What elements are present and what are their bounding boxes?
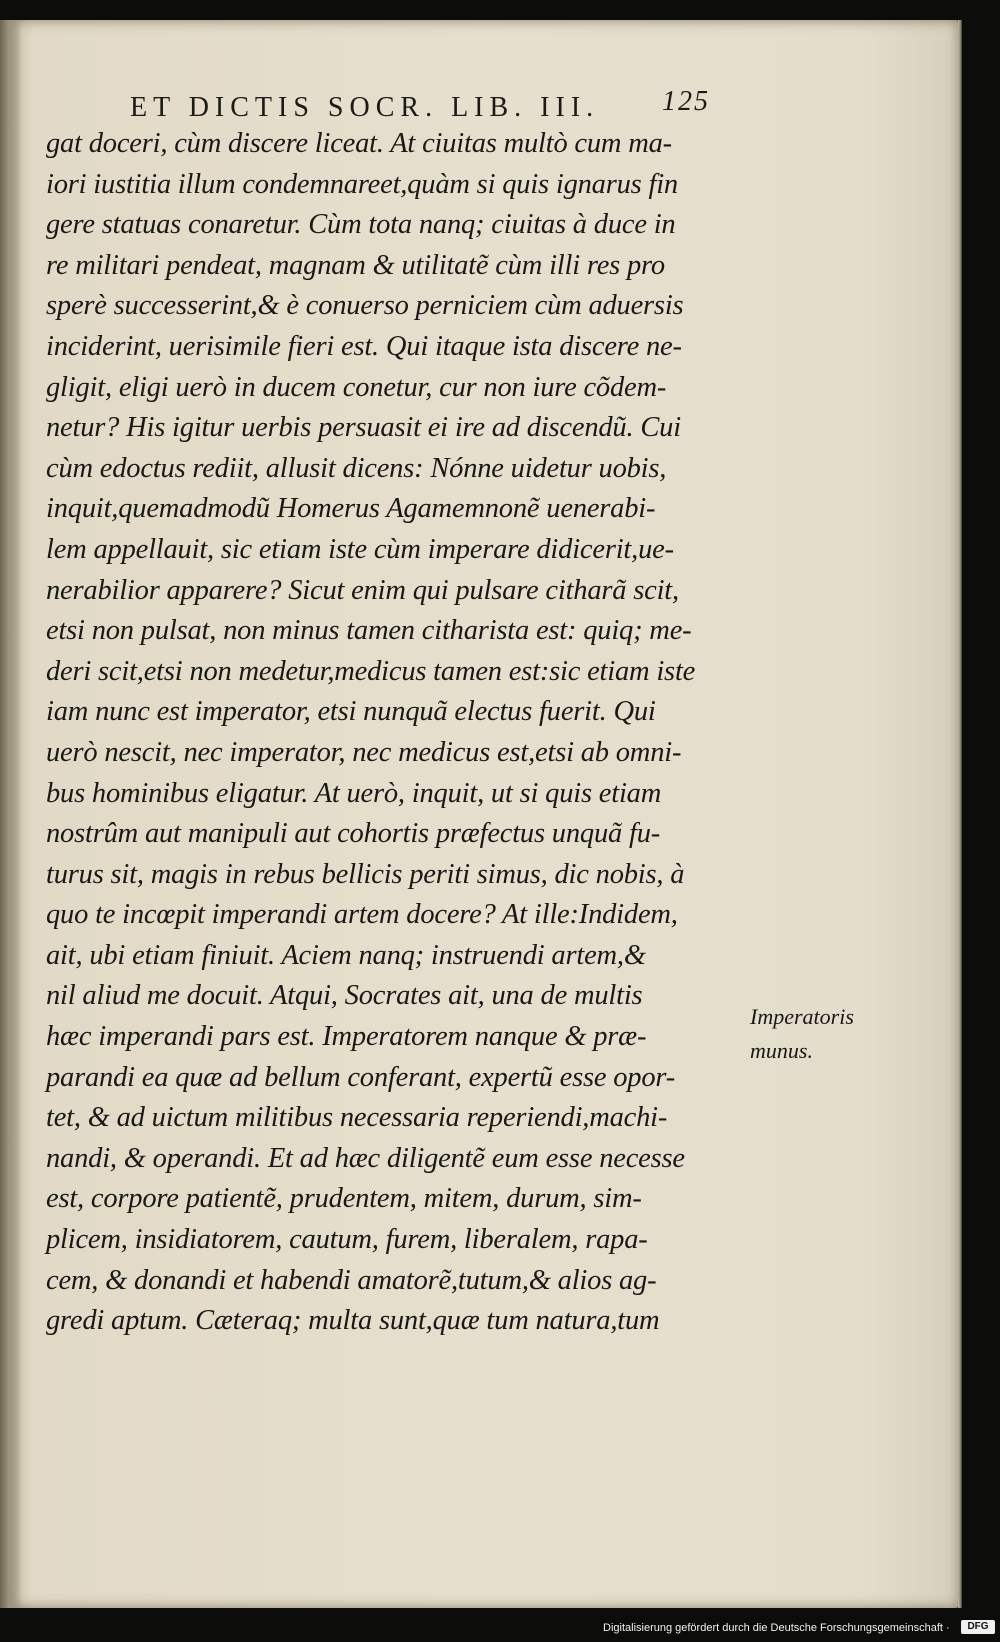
margin-note bbox=[750, 1000, 860, 1068]
page-number: 125 bbox=[662, 86, 710, 117]
text-line: deri scit,etsi non medetur,medicus tamen est:sic etiam iste bbox=[46, 655, 696, 687]
text-line: nandi, & operandi. Et ad hæc diligentẽ eum esse necesse bbox=[46, 1142, 685, 1174]
margin-note-line-2: munus. bbox=[750, 1038, 813, 1063]
text-line: etsi non pulsat, non minus tamen citharista est: quiq; me- bbox=[46, 615, 692, 647]
page-edge bbox=[958, 20, 962, 1608]
text-line: gere statuas conaretur. Cùm tota nanq; ciuitas à duce in bbox=[46, 209, 676, 241]
text-line: uerò nescit, nec imperator, nec medicus est,etsi ab omni- bbox=[46, 736, 682, 768]
margin-note-line-1: Imperatoris bbox=[750, 1004, 854, 1029]
text-line: re militari pendeat, magnam & utilitatẽ cùm illi res pro bbox=[46, 249, 665, 281]
text-line: cùm edoctus rediit, allusit dicens: Nónne uidetur uobis, bbox=[46, 452, 667, 484]
digitization-credit: Digitalisierung gefördert durch die Deutsche Forschungsgemeinschaft · bbox=[603, 1622, 950, 1634]
text-line: netur? His igitur uerbis persuasit ei ire ad discendũ. Cui bbox=[46, 412, 681, 444]
text-line: gat doceri, cùm discere liceat. At ciuitas multò cum ma- bbox=[46, 128, 672, 159]
text-line: plicem, insidiatorem, cautum, furem, liberalem, rapa- bbox=[46, 1224, 648, 1256]
text-line: nerabilior apparere? Sicut enim qui pulsare citharã scit, bbox=[46, 574, 679, 606]
text-line: nostrûm aut manipuli aut cohortis præfectus unquã fu- bbox=[46, 818, 661, 850]
text-line: sperè successerint,& è conuerso perniciem cùm aduersis bbox=[46, 290, 684, 322]
text-line: tet, & ad uictum militibus necessaria reperiendi,machi- bbox=[46, 1102, 668, 1134]
text-line: iam nunc est imperator, etsi nunquã electus fuerit. Qui bbox=[46, 696, 656, 728]
text-line: hæc imperandi pars est. Imperatorem nanque & præ- bbox=[46, 1021, 647, 1053]
text-line: cem, & donandi et habendi amatorẽ,tutum,& alios ag- bbox=[46, 1264, 657, 1296]
text-line: est, corpore patientẽ, prudentem, mitem, durum, sim- bbox=[46, 1183, 642, 1215]
text-line: inciderint, uerisimile fieri est. Qui itaque ista discere ne- bbox=[46, 330, 682, 362]
text-line: inquit,quemadmodũ Homerus Agamemnonẽ uenerabi- bbox=[46, 493, 656, 525]
text-line: gligit, eligi uerò in ducem conetur, cur non iure cõdem- bbox=[46, 371, 667, 403]
text-line: quo te incœpit imperandi artem docere? At ille:Indidem, bbox=[46, 899, 678, 931]
text-line: bus hominibus eligatur. At uerò, inquit, ut si quis etiam bbox=[46, 777, 662, 809]
text-line: lem appellauit, sic etiam iste cùm imperare didicerit,ue- bbox=[46, 533, 674, 565]
page-binding-shadow bbox=[0, 20, 22, 1608]
text-line: ait, ubi etiam finiuit. Aciem nanq; instruendi artem,& bbox=[46, 939, 646, 971]
main-text-block bbox=[46, 124, 746, 1342]
running-title: ET DICTIS SOCR. LIB. III. bbox=[130, 92, 600, 123]
text-line: gredi aptum. Cæteraq; multa sunt,quæ tum natura,tum bbox=[46, 1305, 660, 1337]
text-line: parandi ea quæ ad bellum conferant, expertũ esse opor- bbox=[46, 1061, 675, 1093]
dfg-logo: DFG bbox=[961, 1620, 995, 1634]
text-line: nil aliud me docuit. Atqui, Socrates ait, una de multis bbox=[46, 980, 643, 1012]
text-line: iori iustitia illum condemnareet,quàm si quis ignarus fin bbox=[46, 168, 678, 200]
text-line: turus sit, magis in rebus bellicis periti simus, dic nobis, à bbox=[46, 858, 685, 890]
